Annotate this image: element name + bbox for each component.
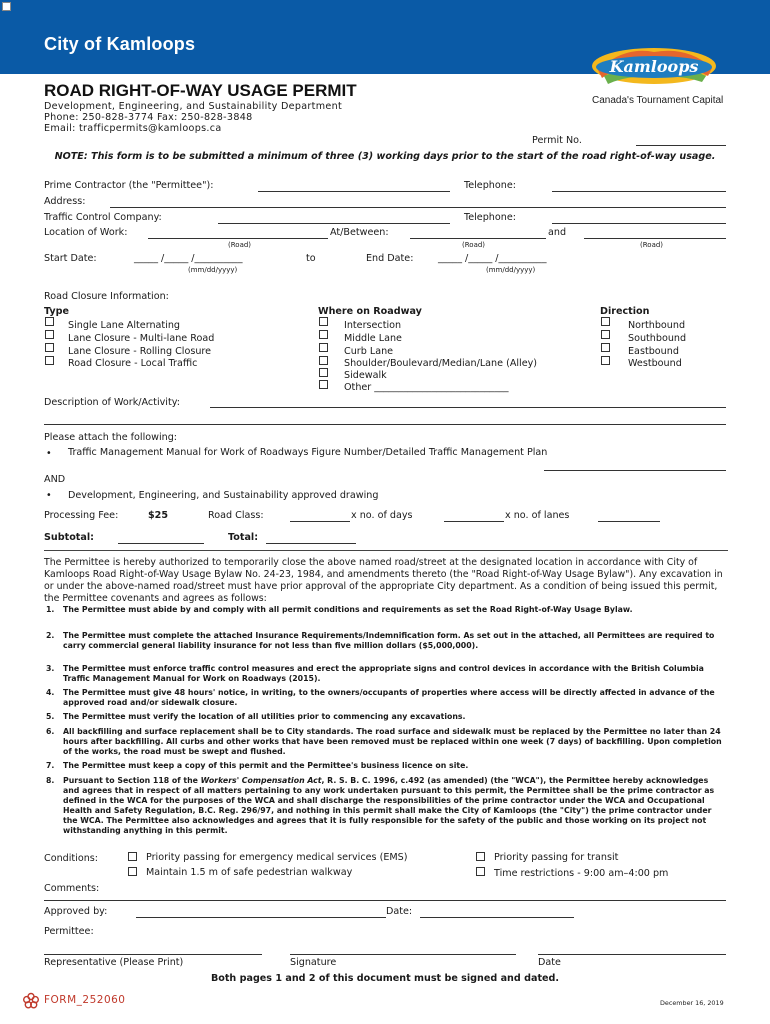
where-checkbox-6[interactable]: [319, 380, 328, 389]
term-3: [46, 664, 726, 684]
where-checkbox-3[interactable]: [319, 343, 328, 352]
traffic-control-label: Traffic Control Company:: [44, 212, 162, 223]
direction-option-3: Eastbound: [628, 346, 679, 357]
form-id: FORM_252060: [44, 994, 126, 1006]
type-checkbox-1[interactable]: [45, 317, 54, 326]
where-option-1: Intersection: [344, 320, 402, 331]
signature-date-field[interactable]: [538, 954, 726, 955]
signature-field[interactable]: [290, 954, 516, 955]
start-date-format: (mm/dd/yyyy): [188, 266, 238, 274]
department: Development, Engineering, and Sustainability Department: [44, 101, 343, 112]
where-option-3: Curb Lane: [344, 346, 394, 357]
time-restriction-option: Time restrictions - 9:00 am–4:00 pm: [494, 868, 669, 879]
where-checkbox-1[interactable]: [319, 317, 328, 326]
where-option-6: Other ____________________________: [344, 382, 509, 393]
kamloops-logo-graphic: [584, 42, 724, 92]
term-8: [46, 776, 726, 836]
telephone-label-2: Telephone:: [464, 212, 516, 223]
processing-fee-label: Processing Fee:: [44, 510, 119, 521]
road-caption-2: (Road): [462, 241, 486, 249]
walkway-checkbox[interactable]: [128, 867, 137, 876]
direction-option-4: Westbound: [628, 358, 682, 369]
time-restriction-checkbox[interactable]: [476, 867, 485, 876]
direction-checkbox-2[interactable]: [601, 330, 610, 339]
type-checkbox-3[interactable]: [45, 343, 54, 352]
both-pages-note: Both pages 1 and 2 of this document must be signed and dated.: [210, 973, 560, 984]
telephone-field-2[interactable]: [552, 223, 726, 224]
description-label: Description of Work/Activity:: [44, 397, 180, 408]
subtotal-label: Subtotal:: [44, 532, 94, 543]
signature-label: Signature: [290, 957, 337, 968]
email: Email: trafficpermits@kamloops.ca: [44, 123, 222, 134]
type-checkbox-4[interactable]: [45, 356, 54, 365]
lanes-field[interactable]: [598, 521, 660, 522]
approved-by-field[interactable]: [136, 917, 386, 918]
at-between-road-field[interactable]: [410, 238, 546, 239]
days-field[interactable]: [444, 521, 504, 522]
total-field[interactable]: [266, 543, 356, 544]
approved-date-label: Date:: [386, 906, 413, 917]
bullet-1: •: [46, 448, 52, 459]
signature-date-label: Date: [538, 957, 561, 968]
lanes-label: x no. of lanes: [505, 510, 570, 521]
road-caption-3: (Road): [640, 241, 664, 249]
type-option-3: Lane Closure - Rolling Closure: [68, 346, 212, 357]
comments-field[interactable]: [44, 900, 726, 901]
type-option-2: Lane Closure - Multi-lane Road: [68, 333, 215, 344]
submission-note: NOTE: This form is to be submitted a minimum of three (3) working days prior to the start of the road right-of-way usage.: [54, 151, 716, 162]
term-7-text: The Permittee must keep a copy of this permit and the Permittee's business licence on site.: [63, 761, 469, 770]
conditions-label: Conditions:: [44, 853, 99, 864]
term-2-text: The Permittee must complete the attached Insurance Requirements/Indemnification form. As set out in the attached, all Permittees are required to carry commercial general liability insurance for not less than five million dollars ($5,000,000).: [63, 631, 715, 650]
and-road-field[interactable]: [584, 238, 726, 239]
prime-contractor-field[interactable]: [258, 191, 450, 192]
kamloops-logo: [584, 42, 724, 92]
comments-label: Comments:: [44, 883, 100, 894]
description-field-2[interactable]: [44, 424, 726, 425]
terms-intro: The Permittee is hereby authorized to temporarily close the above named road/street at the designated location in accordance with City of Kamloops Road Right-of-Way Usage Bylaw No. 24-23, 1984, and amendments thereto (the "Road Right-of-Way Usage Bylaw"). Any excavation in or under the above-named road/street must have prior approval of the appropriate City department. As a condition of being issued this permit, the Permittee covenants and agrees as follows:: [44, 557, 723, 604]
location-road-field[interactable]: [148, 238, 328, 239]
term-1-text: The Permittee must abide by and comply with all permit conditions and requirements as set the Road Right-of-Way Usage Bylaw.: [63, 605, 633, 614]
corner-checkbox[interactable]: [2, 2, 11, 11]
logo-text: Kamloops: [609, 57, 699, 76]
direction-checkbox-3[interactable]: [601, 343, 610, 352]
where-option-5: Sidewalk: [344, 370, 387, 381]
bullet-2: •: [46, 490, 52, 501]
term-4-text: The Permittee must give 48 hours' notice, in writing, to the owners/occupants of properties where access will be directly affected in advance of the approved road and/or sidewalk closure.: [63, 688, 715, 707]
description-field-1[interactable]: [210, 407, 726, 408]
direction-option-2: Southbound: [628, 333, 687, 344]
term-6-number: 6.: [46, 727, 55, 736]
term-8-text-a: Pursuant to Section 118 of the: [63, 776, 201, 785]
section-divider: [44, 550, 728, 551]
where-checkbox-4[interactable]: [319, 356, 328, 365]
tagline: Canada's Tournament Capital: [592, 95, 724, 106]
term-7: [46, 761, 726, 771]
at-between-label: At/Between:: [330, 227, 389, 238]
where-heading: Where on Roadway: [318, 306, 422, 317]
term-3-text: The Permittee must enforce traffic control measures and erect the appropriate signs and control devices in accordance with the British Columbia Traffic Management Manual for Work on Roadways (2015).: [63, 664, 704, 683]
type-heading: Type: [44, 306, 70, 317]
type-option-4: Road Closure - Local Traffic: [68, 358, 198, 369]
permit-no-label: Permit No.: [532, 135, 582, 146]
to-label: to: [306, 253, 316, 264]
term-6-text: All backfilling and surface replacement shall be to City standards. The road surface and sidewalk must be replaced by the Permittee no later than 24 hours after backfilling. All curbs and other works that have been removed must be replaced within one week (7 days) of backfilling. Upon completion of the works, the road must be swept and flushed.: [63, 727, 722, 756]
days-label: x no. of days: [351, 510, 413, 521]
term-1: [46, 605, 726, 615]
type-option-1: Single Lane Alternating: [68, 320, 181, 331]
term-5-number: 5.: [46, 712, 55, 721]
road-class-label: Road Class:: [208, 510, 264, 521]
term-8-act: Workers' Compensation Act: [200, 776, 322, 785]
flower-icon: [22, 992, 40, 1010]
direction-heading: Direction: [600, 306, 650, 317]
direction-option-1: Northbound: [628, 320, 686, 331]
road-caption-1: (Road): [228, 241, 252, 249]
term-2: [46, 631, 726, 651]
end-date-field[interactable]: _____ /_____ /__________: [438, 253, 547, 264]
transit-option: Priority passing for transit: [494, 852, 619, 863]
address-field[interactable]: [110, 207, 726, 208]
direction-checkbox-1[interactable]: [601, 317, 610, 326]
where-option-2: Middle Lane: [344, 333, 402, 344]
end-date-format: (mm/dd/yyyy): [486, 266, 536, 274]
ems-option: Priority passing for emergency medical services (EMS): [146, 852, 408, 863]
permittee-label: Permittee:: [44, 926, 94, 937]
form-date: December 16, 2019: [660, 999, 724, 1007]
attach-item-1-field[interactable]: [544, 470, 726, 471]
telephone-field[interactable]: [552, 191, 726, 192]
address-label: Address:: [44, 196, 86, 207]
walkway-option: Maintain 1.5 m of safe pedestrian walkway: [146, 867, 353, 878]
road-closure-heading: Road Closure Information:: [44, 291, 169, 302]
permit-no-field[interactable]: [636, 145, 726, 146]
attach-item-2: Development, Engineering, and Sustainability approved drawing: [68, 490, 379, 501]
direction-checkbox-4[interactable]: [601, 356, 610, 365]
attach-heading: Please attach the following:: [44, 432, 178, 443]
term-5-text: The Permittee must verify the location of all utilities prior to commencing any excavations.: [63, 712, 466, 721]
start-date-label: Start Date:: [44, 253, 97, 264]
term-8-text-b: , R. S. B. C. 1996, c.492 (as amended) (the "WCA"), the Permittee hereby acknowledges and agrees that in respect of all matters pertaining to any work undertaken pursuant to this permit, the Permittee shall be the prime contractor as defined in the WCA for the purposes of the WCA and shall discharge the responsibilities of the prime contractor under the WCA and Occupational Health and Safety Regulation, B.C. Reg. 296/97, and nothing in this permit shall make the City of Kamloops (the "City") the prime contractor under the WCA. The Permittee also acknowledges and agrees that it is fully responsible for the safety of the public and those working on its project not withstanding anything in this permit.: [63, 776, 715, 835]
telephone-label: Telephone:: [464, 180, 516, 191]
term-4: [46, 688, 726, 708]
start-date-field[interactable]: _____ /_____ /__________: [134, 253, 243, 264]
term-2-number: 2.: [46, 631, 55, 640]
attach-item-1: Traffic Management Manual for Work of Roadways Figure Number/Detailed Traffic Management Plan: [68, 447, 548, 458]
city-name: City of Kamloops: [44, 34, 196, 54]
total-label: Total:: [228, 532, 259, 543]
and-label: and: [548, 227, 567, 238]
location-label: Location of Work:: [44, 227, 128, 238]
term-5: [46, 712, 726, 722]
term-8-number: 8.: [46, 776, 55, 785]
where-option-4: Shoulder/Boulevard/Median/Lane (Alley): [344, 358, 538, 369]
type-checkbox-2[interactable]: [45, 330, 54, 339]
phone: Phone: 250-828-3774 Fax: 250-828-3848: [44, 112, 253, 123]
ems-checkbox[interactable]: [128, 852, 137, 861]
approved-by-label: Approved by:: [44, 906, 108, 917]
term-7-number: 7.: [46, 761, 55, 770]
term-3-number: 3.: [46, 664, 55, 673]
end-date-label: End Date:: [366, 253, 414, 264]
and-label-attach: AND: [44, 474, 66, 485]
approved-date-field[interactable]: [420, 917, 574, 918]
where-checkbox-5[interactable]: [319, 368, 328, 377]
term-6: [46, 727, 726, 757]
transit-checkbox[interactable]: [476, 852, 485, 861]
prime-contractor-label: Prime Contractor (the "Permittee"):: [44, 180, 214, 191]
where-checkbox-2[interactable]: [319, 330, 328, 339]
term-1-number: 1.: [46, 605, 55, 614]
term-4-number: 4.: [46, 688, 55, 697]
traffic-control-field[interactable]: [218, 223, 450, 224]
representative-field[interactable]: [44, 954, 262, 955]
representative-label: Representative (Please Print): [44, 957, 184, 968]
page-title: ROAD RIGHT-OF-WAY USAGE PERMIT: [44, 81, 357, 100]
road-class-field[interactable]: [290, 521, 350, 522]
processing-fee-value: $25: [148, 510, 169, 521]
subtotal-field[interactable]: [118, 543, 204, 544]
